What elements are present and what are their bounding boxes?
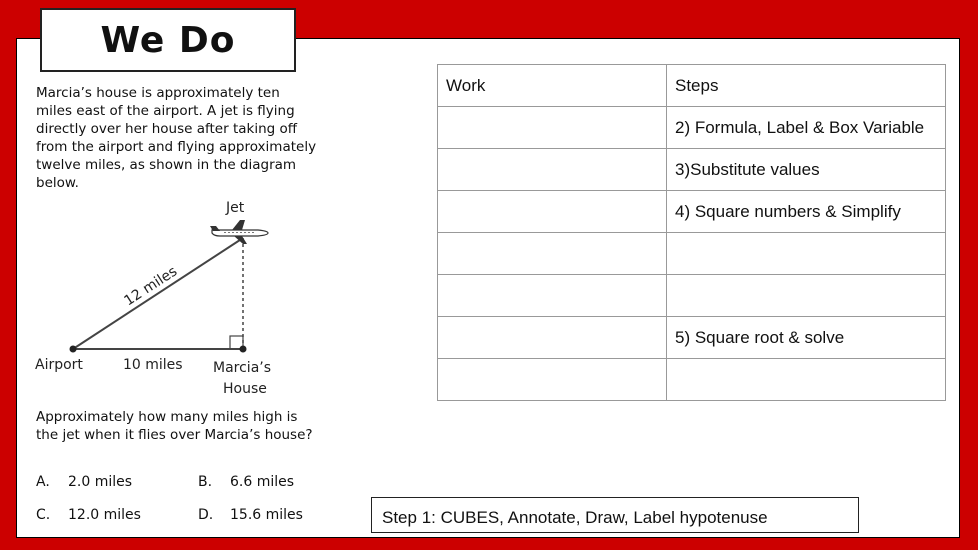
problem-line: directly over her house after taking off: [36, 121, 298, 137]
problem-line: from the airport and flying approximately: [36, 139, 317, 155]
work-steps-table: [437, 64, 946, 401]
table-row: [438, 317, 946, 359]
hypotenuse-label: 12 miles: [121, 263, 181, 310]
table-header-row: [438, 65, 946, 107]
problem-line: miles east of the airport. A jet is flying: [36, 103, 295, 119]
table-row: [438, 359, 946, 401]
airport-label: Airport: [35, 357, 83, 373]
problem-text: [36, 84, 366, 192]
jet-label: Jet: [226, 200, 245, 216]
work-cell[interactable]: [438, 317, 667, 359]
choice-b: [198, 474, 294, 490]
table-row: [438, 107, 946, 149]
page-title: We Do: [100, 19, 236, 61]
house-point: [240, 346, 247, 353]
steps-cell: [667, 275, 946, 317]
work-cell[interactable]: [438, 107, 667, 149]
steps-cell: 3)Substitute values: [667, 149, 946, 191]
choice-text: 6.6 miles: [230, 474, 295, 490]
hypotenuse-line: [73, 238, 243, 349]
airport-point: [70, 346, 77, 353]
choice-text: 2.0 miles: [68, 474, 133, 490]
triangle-diagram: [30, 196, 290, 402]
problem-line: Marcia’s house is approximately ten: [36, 85, 280, 101]
steps-cell: 2) Formula, Label & Box Variable: [667, 107, 946, 149]
table-row: [438, 191, 946, 233]
steps-cell: 4) Square numbers & Simplify: [667, 191, 946, 233]
choice-letter: A.: [36, 474, 50, 490]
choice-letter: C.: [36, 507, 51, 523]
choice-letter: D.: [198, 507, 214, 523]
house-label-line1: Marcia’s: [213, 360, 272, 376]
problem-line: below.: [36, 175, 79, 191]
work-cell[interactable]: [438, 275, 667, 317]
choice-letter: B.: [198, 474, 213, 490]
work-cell[interactable]: [438, 191, 667, 233]
question-line: Approximately how many miles high is: [36, 409, 298, 425]
problem-line: twelve miles, as shown in the diagram: [36, 157, 297, 173]
table-row: [438, 233, 946, 275]
base-label: 10 miles: [123, 357, 183, 373]
title-box: [40, 8, 296, 72]
house-label-line2: House: [223, 381, 267, 397]
choice-text: 12.0 miles: [68, 507, 141, 523]
choice-c: [36, 507, 141, 523]
steps-cell: [667, 359, 946, 401]
step1-box: Step 1: CUBES, Annotate, Draw, Label hypotenuse: [371, 497, 859, 533]
steps-cell: 5) Square root & solve: [667, 317, 946, 359]
work-cell[interactable]: [438, 149, 667, 191]
jet-icon: [210, 220, 268, 244]
column-header-steps: Steps: [667, 65, 946, 107]
choice-a: [36, 474, 132, 490]
steps-cell: [667, 233, 946, 275]
column-header-work: Work: [438, 65, 667, 107]
table-row: [438, 149, 946, 191]
question-text: [36, 408, 366, 444]
choice-d: [198, 507, 303, 523]
work-cell[interactable]: [438, 359, 667, 401]
choice-text: 15.6 miles: [230, 507, 303, 523]
table-row: [438, 275, 946, 317]
question-line: the jet when it flies over Marcia’s house?: [36, 427, 313, 443]
work-cell[interactable]: [438, 233, 667, 275]
